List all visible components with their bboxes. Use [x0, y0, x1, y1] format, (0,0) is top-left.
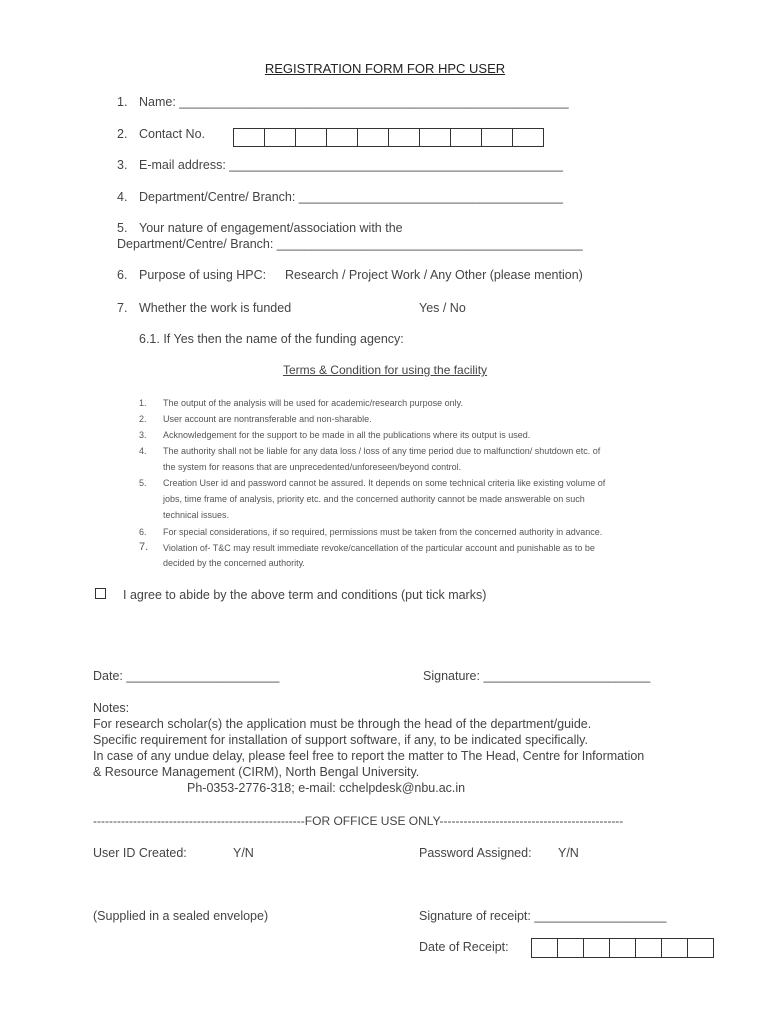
term-number: 4. [139, 446, 147, 456]
question-engagement [117, 221, 403, 235]
notes-line: For research scholar(s) the application must be through the head of the department/guide. [93, 717, 592, 731]
contact-number-boxes[interactable] [233, 128, 544, 147]
question-funded [117, 301, 291, 315]
sealed-envelope-note: (Supplied in a sealed envelope) [93, 909, 269, 923]
question-number: 4. [117, 190, 128, 204]
date-field[interactable]: Date: ______________________ [93, 669, 280, 683]
question-text: Department/Centre/ Branch: ______________________________________ [139, 190, 563, 204]
signature-receipt-field[interactable]: Signature of receipt: ___________________ [419, 909, 667, 923]
date-receipt-boxes[interactable] [531, 938, 714, 958]
question-number: 3. [117, 158, 128, 172]
term-text: Acknowledgement for the support to be made in all the publications where its output is used. [163, 430, 531, 440]
signature-field[interactable]: Signature: ________________________ [423, 669, 651, 683]
term-number: 1. [139, 398, 147, 408]
question-number: 6. [117, 268, 128, 282]
funded-options[interactable]: Yes / No [419, 301, 466, 315]
contact-info: Ph-0353-2776-318; e-mail: cchelpdesk@nbu.ac.in [187, 781, 466, 795]
funding-agency-question[interactable]: 6.1. If Yes then the name of the funding agency: [139, 332, 404, 346]
password-label: Password Assigned: [419, 846, 532, 860]
question-text: Whether the work is funded [139, 301, 292, 315]
term-text: The authority shall not be liable for any data loss / loss of any time period due to malfunction/ shutdown etc. of [163, 446, 601, 456]
term-text: The output of the analysis will be used for academic/research purpose only. [163, 398, 463, 408]
date-receipt-label: Date of Receipt: [419, 940, 509, 954]
term-text: decided by the concerned authority. [163, 558, 305, 568]
question-email[interactable] [117, 158, 563, 172]
question-text: Purpose of using HPC: [139, 268, 267, 282]
question-number: 2. [117, 127, 128, 141]
term-text: the system for reasons that are unprecedented/unforeseen/beyond control. [163, 462, 462, 472]
question-number: 7. [117, 301, 128, 315]
term-number: 7. [139, 541, 149, 553]
term-text: Creation User id and password cannot be assured. It depends on some technical criteria like existing volume of [163, 478, 606, 488]
term-text: User account are nontransferable and non-sharable. [163, 414, 372, 424]
agree-text: I agree to abide by the above term and conditions (put tick marks) [123, 588, 487, 602]
question-engagement-line2[interactable]: Department/Centre/ Branch: ____________________________________________ [117, 237, 583, 251]
notes-line: Specific requirement for installation of support software, if any, to be indicated specifically. [93, 733, 588, 747]
question-number: 1. [117, 95, 128, 109]
office-use-divider: -----------------------------------------------------FOR OFFICE USE ONLY---------------------------------------------- [93, 814, 624, 828]
term-number: 5. [139, 478, 147, 488]
form-title: REGISTRATION FORM FOR HPC USER [264, 61, 506, 76]
notes-line: In case of any undue delay, please feel free to report the matter to The Head, Centre for Information [93, 749, 645, 763]
question-text: Name: ________________________________________________________ [139, 95, 569, 109]
purpose-options[interactable]: Research / Project Work / Any Other (please mention) [285, 268, 583, 282]
password-value[interactable]: Y/N [558, 846, 579, 860]
question-department[interactable] [117, 190, 563, 204]
agree-checkbox[interactable] [95, 588, 106, 599]
term-text: technical issues. [163, 510, 230, 520]
term-text: For special considerations, if so required, permissions must be taken from the concerned authority in advance. [163, 527, 603, 537]
term-number: 6. [139, 527, 147, 537]
terms-title: Terms & Condition for using the facility [282, 363, 488, 377]
question-contact [117, 127, 205, 141]
user-id-label: User ID Created: [93, 846, 187, 860]
question-text: Your nature of engagement/association with the [139, 221, 403, 235]
question-purpose [117, 268, 266, 282]
term-number: 3. [139, 430, 147, 440]
user-id-value[interactable]: Y/N [233, 846, 254, 860]
question-text: Contact No. [139, 127, 206, 141]
question-text: E-mail address: ________________________________________________ [139, 158, 563, 172]
notes-heading: Notes: [93, 701, 130, 715]
question-name[interactable] [117, 95, 569, 109]
notes-line: & Resource Management (CIRM), North Bengal University. [93, 765, 420, 779]
term-text: jobs, time frame of analysis, priority etc. and the concerned authority cannot be made answerable on such [163, 494, 585, 504]
term-number: 2. [139, 414, 147, 424]
question-number: 5. [117, 221, 128, 235]
term-text: Violation of- T&C may result immediate revoke/cancellation of the particular account and punishable as to be [163, 543, 595, 553]
